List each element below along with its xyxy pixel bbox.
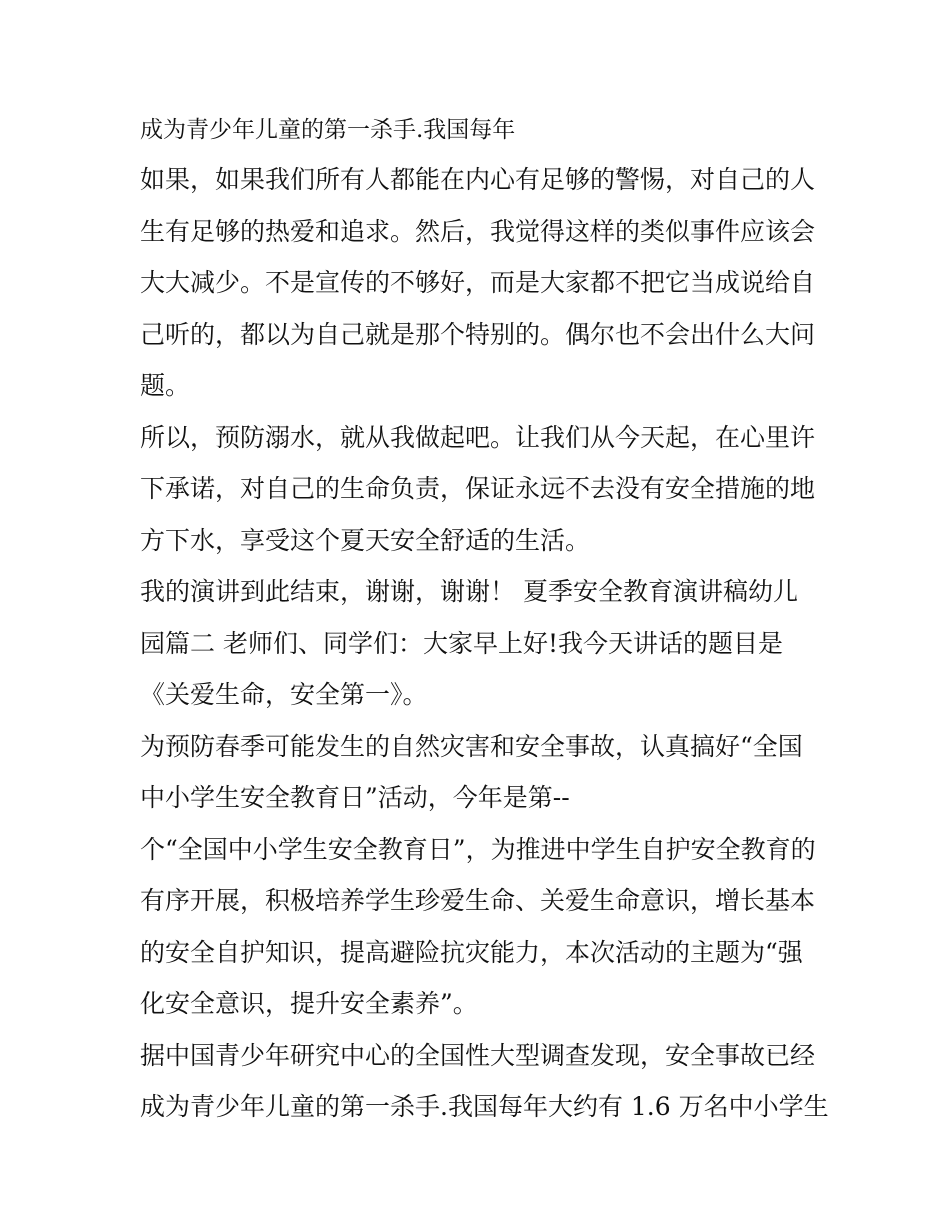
text-line: 个“全国中小学生安全教育日”，为推进中学生自护安全教育的 <box>140 834 816 864</box>
text-line: 据中国青少年研究中心的全国性大型调查发现，安全事故已经 <box>140 1040 816 1070</box>
text-line: 化安全意识，提升安全素养”。 <box>140 989 478 1018</box>
text-line: 方下水，享受这个夏天安全舒适的生活。 <box>140 525 591 555</box>
document-body <box>140 112 829 1133</box>
text-line: 的安全自护知识，提高避险抗灾能力，本次活动的主题为“强 <box>140 937 803 967</box>
text-line: 大大减少。不是宣传的不够好，而是大家都不把它当成说给自 <box>140 268 816 297</box>
text-line: 《关爱生命，安全第一》。 <box>140 680 428 709</box>
text-line: 成为青少年儿童的第一杀手.我国每年大约有 1.6 万名中小学生 <box>140 1092 829 1121</box>
text-line: 题。 <box>140 371 191 400</box>
text-line: 己听的，都以为自己就是那个特别的。偶尔也不会出什么大问 <box>140 319 816 349</box>
text-line: 生有足够的热爱和追求。然后，我觉得这样的类似事件应该会 <box>140 216 816 246</box>
text-line: 如果，如果我们所有人都能在内心有足够的警惕，对自己的人 <box>140 165 816 194</box>
text-line: 下承诺，对自己的生命负责，保证永远不去没有安全措施的地 <box>140 474 816 503</box>
text-line: 中小学生安全教育日”活动，今年是第-- <box>140 783 570 812</box>
text-line: 园篇二 老师们、同学们：大家早上好!我今天讲话的题目是 <box>140 628 783 658</box>
text-line: 所以，预防溺水，就从我做起吧。让我们从今天起，在心里许 <box>140 422 816 452</box>
text-line: 成为青少年儿童的第一杀手.我国每年 <box>140 117 516 143</box>
text-line: 为预防春季可能发生的自然灾害和安全事故，认真搞好“全国 <box>140 731 803 761</box>
text-line: 有序开展，积极培养学生珍爱生命、关爱生命意识，增长基本 <box>140 886 816 915</box>
text-line: 我的演讲到此结束，谢谢，谢谢！ 夏季安全教育演讲稿幼儿 <box>140 577 798 606</box>
